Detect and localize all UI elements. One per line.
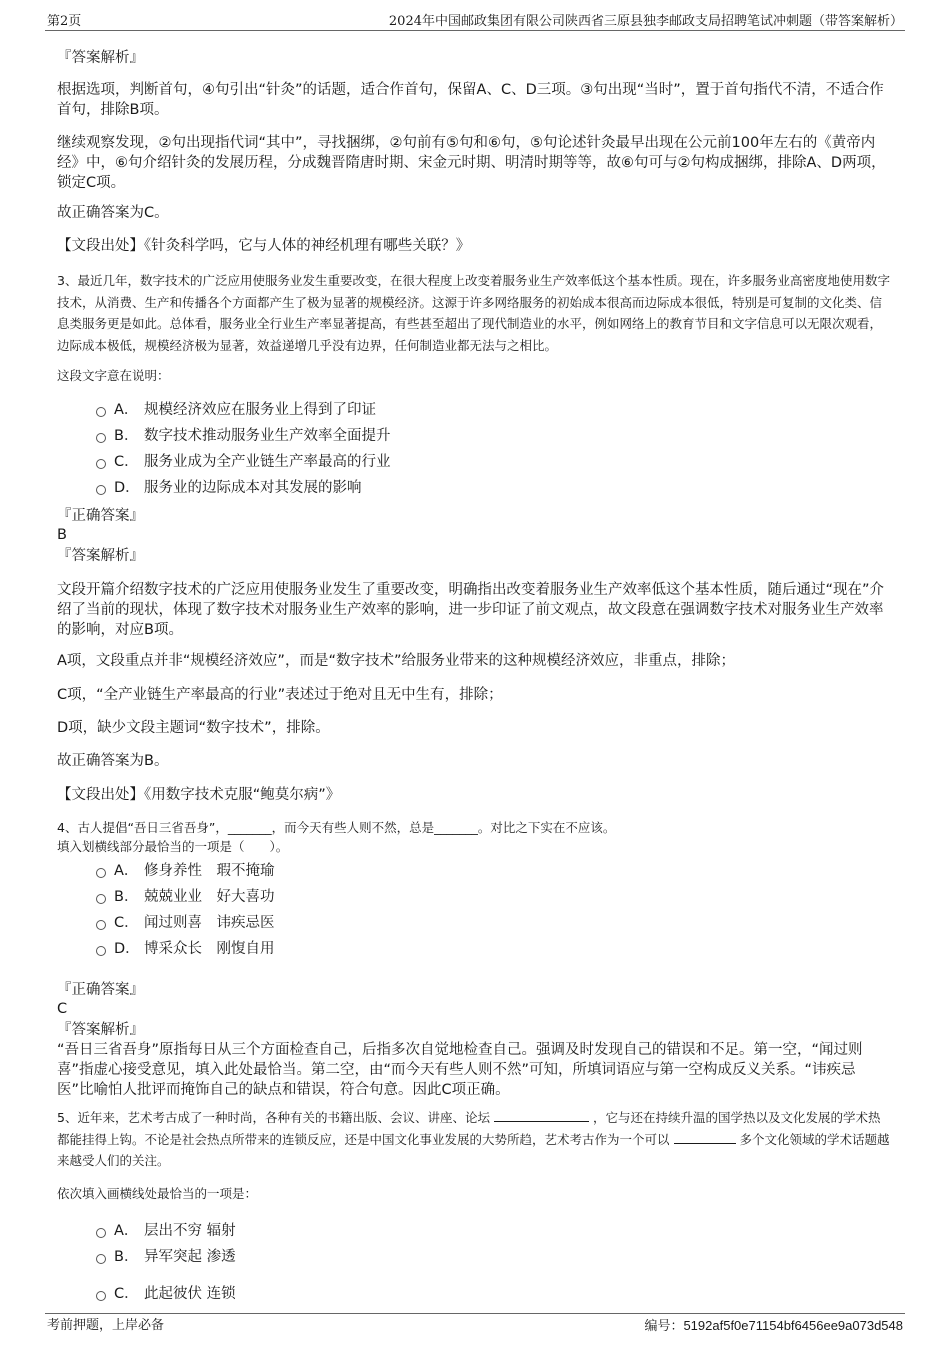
q3-answer-label: 『正确答案』 [57, 508, 144, 524]
q3-option-d[interactable] [96, 478, 362, 498]
q3-analysis-a: A项，文段重点并非“规模经济效应”，而是“数字技术”给服务业带来的这种规模经济效应，非重点，排除； [57, 653, 735, 669]
q4-blank-2: _______ [434, 820, 478, 835]
option-text: 修身养性 瑕不掩瑜 [144, 863, 275, 879]
q4-stem [57, 819, 892, 837]
q3-option-b[interactable] [96, 426, 391, 446]
option-text: 服务业成为全产业链生产率最高的行业 [144, 454, 391, 470]
radio-button[interactable] [96, 1254, 106, 1264]
q4-stem-part3: 。对比之下实在不应该。 [477, 820, 616, 835]
q4-answer-label: 『正确答案』 [57, 982, 144, 998]
q4-prompt: 填入划横线部分最恰当的一项是（ ）。 [57, 839, 289, 854]
radio-button[interactable] [96, 1291, 106, 1301]
q2-analysis-p2: 继续观察发现，②句出现指代词“其中”，寻找捆绑，②句前有⑤句和⑥句，⑤句论述针灸最早出现在公元前100年左右的《黄帝内经》中，⑥句介绍针灸的发展历程，分成魏晋隋唐时期、宋金元时期、明清时期等等，故⑥句可与②句构成捆绑，排除A、D两项，锁定C项。 [57, 135, 886, 191]
q3-option-a[interactable] [96, 400, 376, 420]
q5-option-c[interactable] [96, 1284, 236, 1304]
page-footer [45, 1313, 905, 1336]
q5-prompt: 依次填入画横线处最恰当的一项是： [57, 1186, 258, 1201]
q4-answer: C [57, 1001, 68, 1017]
radio-button[interactable] [96, 1228, 106, 1238]
q3-analysis-c: C项，“全产业链生产率最高的行业”表述过于绝对且无中生有，排除； [57, 687, 503, 703]
q4-option-c[interactable] [96, 913, 275, 933]
q5-blank-1 [494, 1109, 589, 1122]
q4-stem-part1: 4、古人提倡“吾日三省吾身”， [57, 820, 228, 835]
q5-blank-2 [674, 1131, 736, 1144]
option-letter: C． [114, 1286, 139, 1302]
radio-button[interactable] [96, 485, 106, 495]
option-text: 博采众长 刚愎自用 [144, 941, 275, 957]
q5-stem-part3: 多个文化领域的学术话题越来越受人们的关注。 [57, 1131, 890, 1168]
q5-stem [57, 1107, 892, 1172]
radio-button[interactable] [96, 946, 106, 956]
q4-blank-1: _______ [227, 820, 272, 835]
radio-button[interactable] [96, 459, 106, 469]
option-letter: A． [114, 402, 139, 418]
document-title: 2024年中国邮政集团有限公司陕西省三原县独李邮政支局招聘笔试冲刺题（带答案解析） [388, 14, 903, 29]
q5-stem-part1: 5、近年来，艺术考古成了一种时尚，各种有关的书籍出版、会议、讲座、论坛 [57, 1110, 490, 1125]
radio-button[interactable] [96, 920, 106, 930]
footer-slogan: 考前押题，上岸必备 [47, 1318, 165, 1333]
option-letter: C． [114, 915, 139, 931]
q4-analysis-label: 『答案解析』 [57, 1022, 144, 1038]
q4-analysis: “吾日三省吾身”原指每日从三个方面检查自己，后指多次自觉地检查自己。强调及时发现自己的错误和不足。第一空，“闻过则喜”指虚心接受意见，填入此处最恰当。第二空，由“而今天有些人则不然”可知，所填词语应与第一空构成反义关系。“讳疾忌医”比喻怕人批评而掩饰自己的缺点和错误，符合句意。因此C项正确。 [57, 1042, 863, 1098]
option-text: 服务业的边际成本对其发展的影响 [144, 480, 362, 496]
option-letter: B． [114, 889, 139, 905]
option-letter: B． [114, 1249, 139, 1265]
q5-option-b[interactable] [96, 1247, 236, 1267]
radio-button[interactable] [96, 433, 106, 443]
q3-analysis-p1: 文段开篇介绍数字技术的广泛应用使服务业发生了重要改变，明确指出改变着服务业生产效率低这个基本性质，随后通过“现在”介绍了当前的现状，体现了数字技术对服务业生产效率的影响，进一步印证了前文观点，故文段意在强调数字技术对服务业生产效率的影响，对应B项。 [57, 582, 885, 638]
radio-button[interactable] [96, 407, 106, 417]
q3-answer: B [57, 527, 67, 543]
q3-prompt: 这段文字意在说明： [57, 368, 170, 383]
q3-analysis-d: D项，缺少文段主题词“数字技术”，排除。 [57, 720, 330, 736]
q4-option-d[interactable] [96, 939, 275, 959]
option-text: 此起彼伏 连锁 [144, 1286, 236, 1302]
q3-source: 【文段出处】《用数字技术克服“鲍莫尔病”》 [57, 787, 341, 803]
option-text: 兢兢业业 好大喜功 [144, 889, 275, 905]
page-header [45, 8, 905, 31]
option-letter: B． [114, 428, 139, 444]
option-letter: D． [114, 480, 140, 496]
q2-analysis-p1: 根据选项，判断首句，④句引出“针灸”的话题，适合作首句，保留A、C、D三项。③句出现“当时”，置于首句指代不清，不适合作首句，排除B项。 [57, 82, 884, 118]
radio-button[interactable] [96, 894, 106, 904]
q3-option-c[interactable] [96, 452, 391, 472]
q3-stem: 3、最近几年，数字技术的广泛应用使服务业发生重要改变，在很大程度上改变着服务业生产效率低这个基本性质。现在，许多服务业高密度地使用数字技术，从消费、生产和传播各个方面都产生了极为显著的规模经济。这源于许多网络服务的初始成本很高而边际成本很低，特别是可复制的文化类、信息类服务更是如此。总体看，服务业全行业生产率显著提高，有些甚至超出了现代制造业的水平，例如网络上的教育节目和文字信息可以无限次观看，边际成本极低，规模经济极为显著，效益递增几乎没有边界，任何制造业都无法与之相比。 [57, 273, 890, 353]
q3-analysis-label: 『答案解析』 [57, 548, 144, 564]
q5-stem-part2: ，它与还在持续升温的国学热以及文化发展的学术热都能挂得上钩。不论是社会热点所带来的连锁反应，还是中国文化事业发展的大势所趋，艺术考古作为一个可以 [57, 1110, 881, 1147]
q2-analysis-label: 『答案解析』 [57, 50, 144, 66]
radio-button[interactable] [96, 868, 106, 878]
option-text: 规模经济效应在服务业上得到了印证 [144, 402, 376, 418]
q5-option-a[interactable] [96, 1221, 236, 1241]
q4-option-b[interactable] [96, 887, 275, 907]
q2-conclusion: 故正确答案为C。 [57, 205, 169, 221]
option-letter: C． [114, 454, 139, 470]
option-letter: A． [114, 863, 139, 879]
option-text: 异军突起 渗透 [144, 1249, 236, 1265]
option-letter: D． [114, 941, 140, 957]
q4-option-a[interactable] [96, 861, 275, 881]
option-letter: A． [114, 1223, 139, 1239]
option-text: 闻过则喜 讳疾忌医 [144, 915, 275, 931]
option-text: 层出不穷 辐射 [144, 1223, 236, 1239]
q4-stem-part2: ，而今天有些人则不然，总是 [271, 820, 435, 835]
page-number: 第2页 [47, 14, 82, 29]
document-serial: 编号：5192af5f0e71154bf6456ee9a073d548 [644, 1318, 903, 1333]
q2-source: 【文段出处】《针灸科学吗，它与人体的神经机理有哪些关联？》 [57, 238, 471, 254]
q3-conclusion: 故正确答案为B。 [57, 753, 169, 769]
option-text: 数字技术推动服务业生产效率全面提升 [144, 428, 391, 444]
